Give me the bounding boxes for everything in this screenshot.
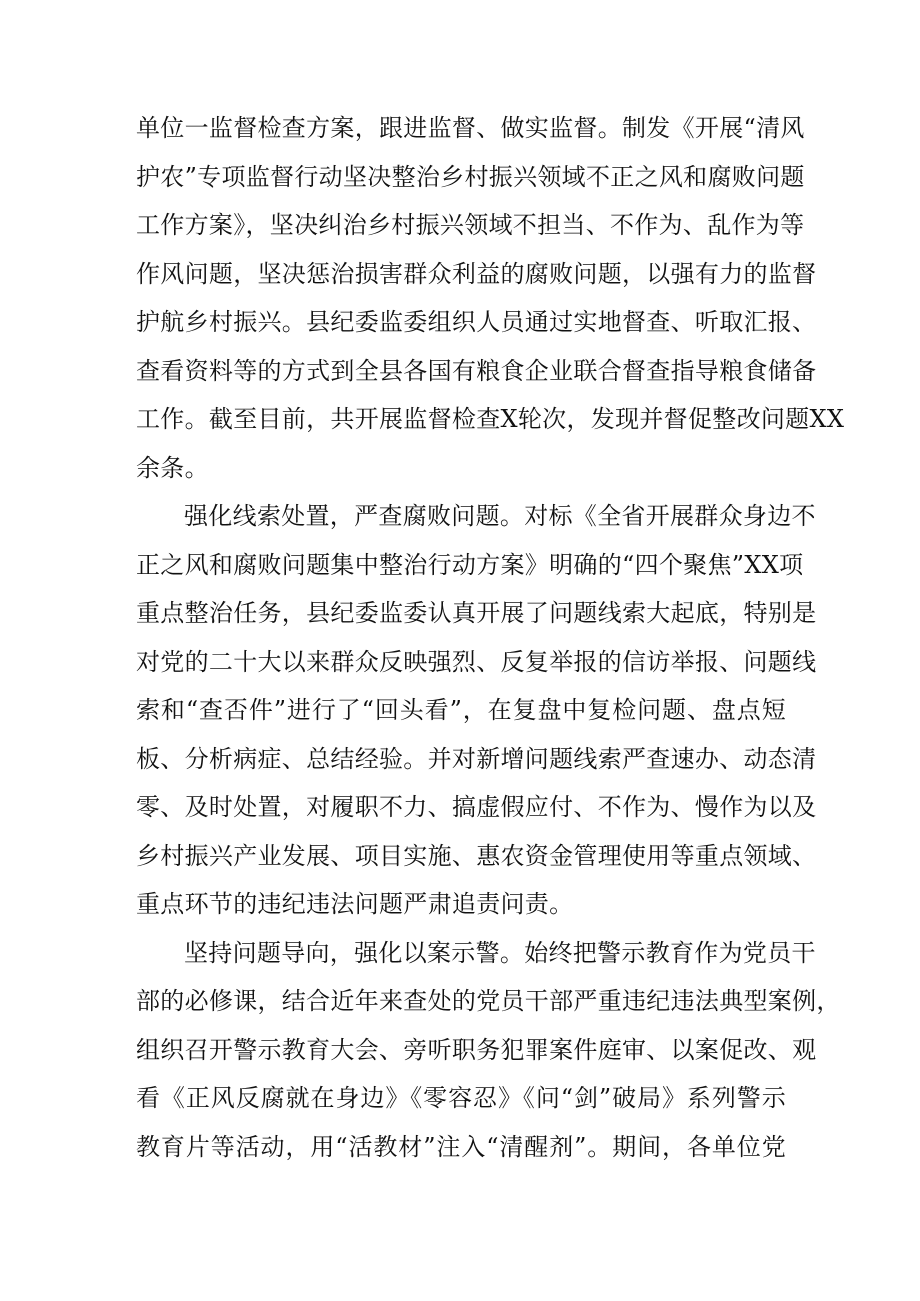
paragraph-1-line: 护农”专项监督行动坚决整治乡村振兴领域不正之风和腐败问题 — [136, 162, 805, 191]
paragraph-1-line: 作风问题，坚决惩治损害群众利益的腐败问题，以强有力的监督 — [136, 259, 817, 288]
document-body — [136, 104, 845, 1171]
paragraph-3 — [136, 929, 841, 1172]
paragraph-1-line: 单位一监督检查方案，跟进监督、做实监督。制发《开展“清风 — [136, 114, 805, 142]
paragraph-3-line: 看《正风反腐就在身边》《零容忍》《问“剑”破局》系列警示 — [136, 1084, 786, 1112]
paragraph-2 — [136, 492, 817, 929]
paragraph-1-line: 查看资料等的方式到全县各国有粮食企业联合督查指导粮食储备 — [136, 356, 817, 385]
paragraph-2-line: 对党的二十大以来群众反映强烈、反复举报的信访举报、问题线 — [136, 647, 817, 676]
paragraph-1-line: 余条。 — [136, 453, 209, 482]
paragraph-3-line: 教育片等活动，用“活教材”注入“清醒剂”。期间，各单位党 — [136, 1132, 786, 1161]
paragraph-1-line: 护航乡村振兴。县纪委监委组织人员通过实地督查、听取汇报、 — [136, 308, 817, 336]
paragraph-2-line: 板、分析病症、总结经验。并对新增问题线索严查速办、动态清 — [136, 744, 817, 773]
paragraph-1 — [136, 104, 845, 492]
paragraph-2-line: 强化线索处置，严查腐败问题。对标《全省开展群众身边不 — [184, 502, 816, 530]
paragraph-3-line: 坚持问题导向，强化以案示警。始终把警示教育作为党员干 — [184, 938, 816, 967]
paragraph-1-line: 工作。截至目前，共开展监督检查X轮次，发现并督促整改问题XX — [136, 405, 845, 433]
paragraph-2-line: 索和“查否件”进行了“回头看”，在复盘中复检问题、盘点短 — [136, 696, 786, 724]
paragraph-2-line: 重点整治任务，县纪委监委认真开展了问题线索大起底，特别是 — [136, 599, 817, 627]
paragraph-2-line: 重点环节的违纪违法问题严肃追责问责。 — [136, 890, 574, 918]
paragraph-2-line: 乡村振兴产业发展、项目实施、惠农资金管理使用等重点领域、 — [136, 841, 817, 870]
paragraph-1-line: 工作方案》，坚决纠治乡村振兴领域不担当、不作为、乱作为等 — [136, 211, 805, 239]
paragraph-3-line: 部的必修课，结合近年来查处的党员干部严重违纪违法典型案例， — [136, 987, 841, 1015]
paragraph-2-line: 正之风和腐败问题集中整治行动方案》明确的“四个聚焦”XX项 — [136, 550, 804, 579]
paragraph-3-line: 组织召开警示教育大会、旁听职务犯罪案件庭审、以案促改、观 — [136, 1035, 817, 1064]
paragraph-2-line: 零、及时处置，对履职不力、搞虚假应付、不作为、慢作为以及 — [136, 793, 817, 821]
